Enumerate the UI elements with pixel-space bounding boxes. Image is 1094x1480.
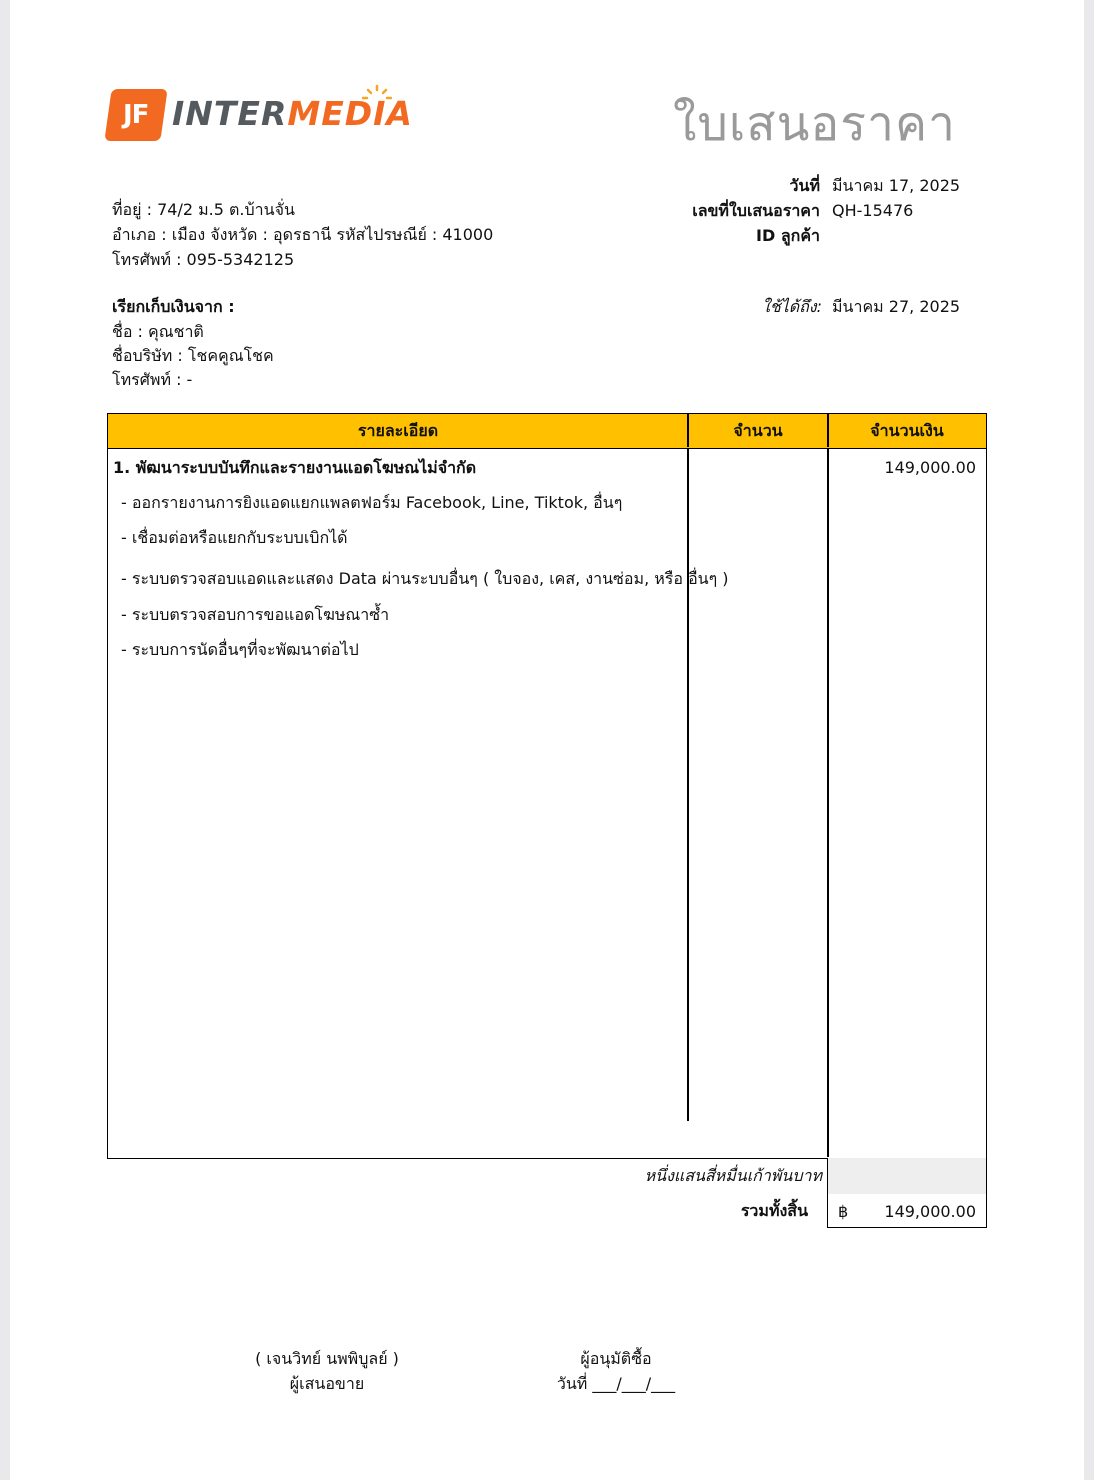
totals-box	[827, 1158, 987, 1228]
bill-to-heading: เรียกเก็บเงินจาก :	[112, 297, 235, 316]
amount-in-words-cell	[828, 1158, 986, 1194]
company-logo-badge	[104, 89, 167, 141]
document-title: ใบเสนอราคา	[672, 96, 956, 152]
quotation-page	[10, 0, 1084, 1480]
item-amount: 149,000.00	[884, 458, 976, 477]
approver-role: ผู้อนุมัติซื้อ	[580, 1349, 652, 1368]
logo-name-part-b: MEDIA	[287, 94, 413, 133]
seller-role: ผู้เสนอขาย	[289, 1374, 365, 1393]
quote-number-value: QH-15476	[832, 201, 914, 220]
table-header-row	[107, 413, 987, 449]
seller-name: ( เจนวิทย์ นพพิบูลย์ )	[255, 1349, 399, 1368]
sub-item: - เชื่อมต่อหรือแยกกับระบบเบิกได้	[121, 528, 348, 547]
amount-column-divider	[827, 449, 829, 1157]
amount-in-words: หนึ่งแสนสี่หมื่นเก้าพันบาท	[644, 1166, 822, 1185]
date-label: วันที่	[789, 176, 820, 195]
bill-to-name: ชื่อ : คุณชาติ	[112, 322, 204, 341]
header-quantity: จำนวน	[733, 421, 783, 440]
header-description: รายละเอียด	[357, 421, 439, 440]
header-amount: จำนวนเงิน	[870, 421, 944, 440]
currency-symbol: ฿	[838, 1202, 849, 1221]
logo-sparkle-icon	[362, 84, 392, 106]
table-body	[107, 449, 987, 1159]
sub-item: - ระบบตรวจสอบแอดและแสดง Data ผ่านระบบอื่นๆ ( ใบจอง, เคส, งานซ่อม, หรือ อื่นๆ )	[121, 569, 729, 588]
sub-item: - ระบบการนัดอื่นๆที่จะพัฒนาต่อไป	[121, 640, 359, 659]
quantity-column-divider	[687, 449, 689, 1121]
company-address-line1: ที่อยู่ : 74/2 ม.5 ต.บ้านจั่น	[112, 200, 295, 219]
customer-id-label: ID ลูกค้า	[756, 226, 820, 245]
total-label: รวมทั้งสิ้น	[740, 1201, 808, 1220]
company-address-line2: อำเภอ : เมือง จังหวัด : อุดรธานี รหัสไปรษณีย์ : 41000	[112, 225, 494, 244]
sub-item: - ออกรายงานการยิงแอดแยกแพลตฟอร์ม Facebook, Line, Tiktok, อื่นๆ	[121, 493, 623, 512]
valid-until-value: มีนาคม 27, 2025	[832, 297, 961, 316]
quote-number-label: เลขที่ใบเสนอราคา	[692, 201, 820, 220]
company-phone: โทรศัพท์ : 095-5342125	[112, 250, 295, 269]
item-title: 1. พัฒนาระบบบันทึกและรายงานแอดโฆษณไม่จำกัด	[113, 458, 477, 477]
sub-item: - ระบบตรวจสอบการขอแอดโฆษณาซ้ำ	[121, 605, 390, 624]
valid-until-label: ใช้ได้ถึง:	[762, 297, 822, 316]
date-value: มีนาคม 17, 2025	[832, 176, 961, 195]
total-value: 149,000.00	[884, 1202, 976, 1221]
bill-to-company: ชื่อบริษัท : โชคคูณโชค	[112, 346, 274, 365]
logo-name-part-a: INTER	[172, 94, 288, 133]
logo-badge-text: JF	[123, 100, 149, 130]
approver-date: วันที่ ___/___/___	[556, 1374, 676, 1393]
bill-to-phone: โทรศัพท์ : -	[112, 370, 193, 389]
